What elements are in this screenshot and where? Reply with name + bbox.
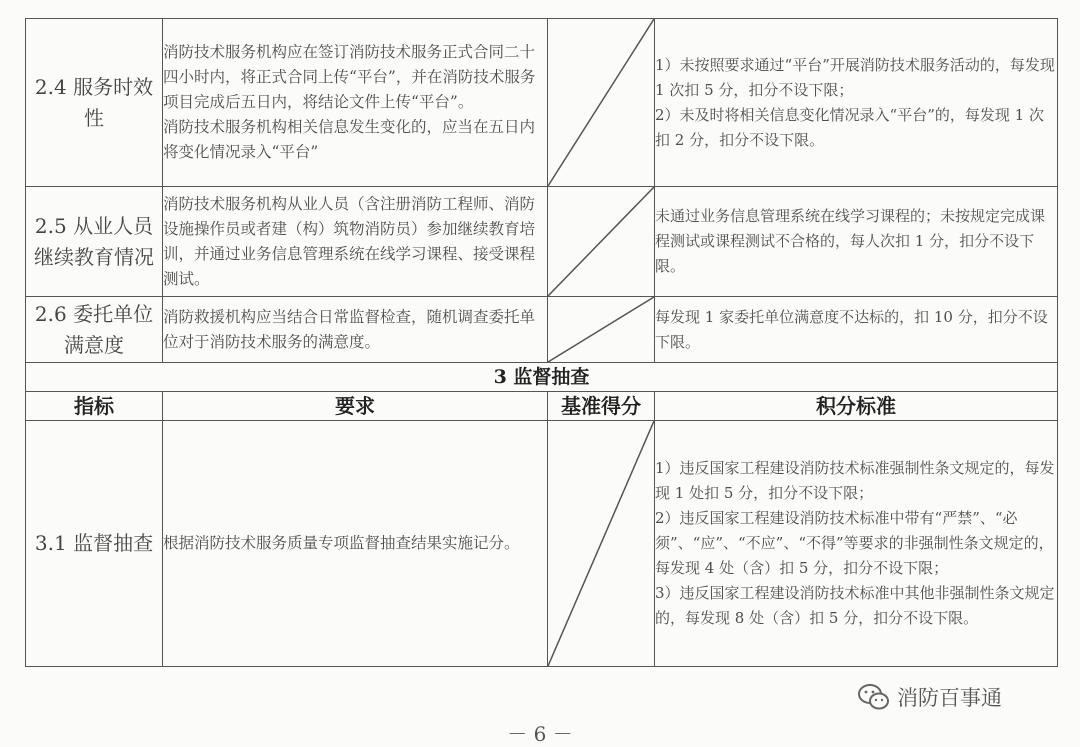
requirement-para: 消防技术服务机构应在签订消防技术服务正式合同二十四小时内，将正式合同上传“平台”，并在消防技术服务项目完成后五日内，将结论文件上传“平台”。 bbox=[163, 43, 536, 111]
requirement-para: 消防技术服务机构从业人员（含注册消防工程师、消防设施操作员或者建（构）筑物消防员）参加继续教育培训，并通过业务信息管理系统在线学习课程、接受课程测试。 bbox=[163, 194, 536, 288]
requirement-para: 消防技术服务机构相关信息发生变化的，应当在五日内将变化情况录入“平台” bbox=[163, 118, 536, 161]
standard-item: 1）违反国家工程建设消防技术标准强制性条文规定的，每发现 1 处扣 5 分，扣分不设下限； bbox=[655, 459, 1055, 502]
standard-item: 1）未按照要求通过“平台”开展消防技术服务活动的，每发现 1 次扣 5 分，扣分不设下限； bbox=[655, 55, 1055, 99]
index-cell: 3.1 监督抽查 bbox=[26, 421, 163, 667]
base-score-cell bbox=[548, 421, 655, 667]
header-standard: 积分标准 bbox=[655, 392, 1058, 421]
index-cell: 2.4 服务时效性 bbox=[26, 19, 163, 187]
requirement-cell: 根据消防技术服务质量专项监督抽查结果实施记分。 bbox=[163, 421, 548, 667]
wechat-icon bbox=[857, 682, 891, 712]
logo-text: 消防百事通 bbox=[897, 686, 1002, 710]
diagonal-slash bbox=[548, 19, 654, 186]
standard-item: 2）违反国家工程建设消防技术标准中带有“严禁”、“必须”、“应”、“不应”、“不得”等要求的非强制性条文规定的，每发现 4 处（含）扣 5 分，扣分不设下限； bbox=[655, 509, 1054, 577]
scoring-table bbox=[25, 18, 1058, 667]
header-base-score: 基准得分 bbox=[548, 392, 655, 421]
standard-item: 2）未及时将相关信息变化情况录入“平台”的，每发现 1 次扣 2 分，扣分不设下限。 bbox=[655, 105, 1044, 149]
header-requirement: 要求 bbox=[163, 392, 548, 421]
diagonal-slash bbox=[548, 187, 654, 296]
table-row bbox=[26, 187, 1058, 297]
base-score-cell bbox=[548, 187, 655, 297]
section-title: 3 监督抽查 bbox=[26, 363, 1058, 392]
diagonal-slash bbox=[548, 297, 654, 362]
base-score-cell bbox=[548, 297, 655, 363]
index-cell: 2.5 从业人员继续教育情况 bbox=[26, 187, 163, 297]
table-row bbox=[26, 19, 1058, 187]
standard-item: 每发现 1 家委托单位满意度不达标的，扣 10 分，扣分不设下限。 bbox=[655, 307, 1048, 351]
watermark-logo bbox=[857, 682, 1002, 712]
header-index: 指标 bbox=[26, 392, 163, 421]
requirement-cell bbox=[163, 297, 548, 363]
standard-cell bbox=[655, 297, 1058, 363]
requirement-para: 消防救援机构应当结合日常监督检查，随机调查委托单位对于消防技术服务的满意度。 bbox=[163, 307, 536, 351]
standard-cell bbox=[655, 19, 1058, 187]
table-row bbox=[26, 297, 1058, 363]
standard-cell bbox=[655, 421, 1058, 667]
requirement-cell bbox=[163, 187, 548, 297]
diagonal-slash bbox=[548, 421, 654, 666]
header-row bbox=[26, 392, 1058, 421]
page-number: － 6 － bbox=[507, 722, 573, 746]
table-row bbox=[26, 421, 1058, 667]
requirement-cell bbox=[163, 19, 548, 187]
standard-item: 未通过业务信息管理系统在线学习课程的；未按规定完成课程测试或课程测试不合格的，每人次扣 1 分，扣分不设下限。 bbox=[655, 207, 1046, 275]
standard-item: 3）违反国家工程建设消防技术标准中其他非强制性条文规定的，每发现 8 处（含）扣 5 分，扣分不设下限。 bbox=[655, 584, 1055, 627]
standard-cell bbox=[655, 187, 1058, 297]
section-row bbox=[26, 363, 1058, 392]
index-cell: 2.6 委托单位满意度 bbox=[26, 297, 163, 363]
base-score-cell bbox=[548, 19, 655, 187]
